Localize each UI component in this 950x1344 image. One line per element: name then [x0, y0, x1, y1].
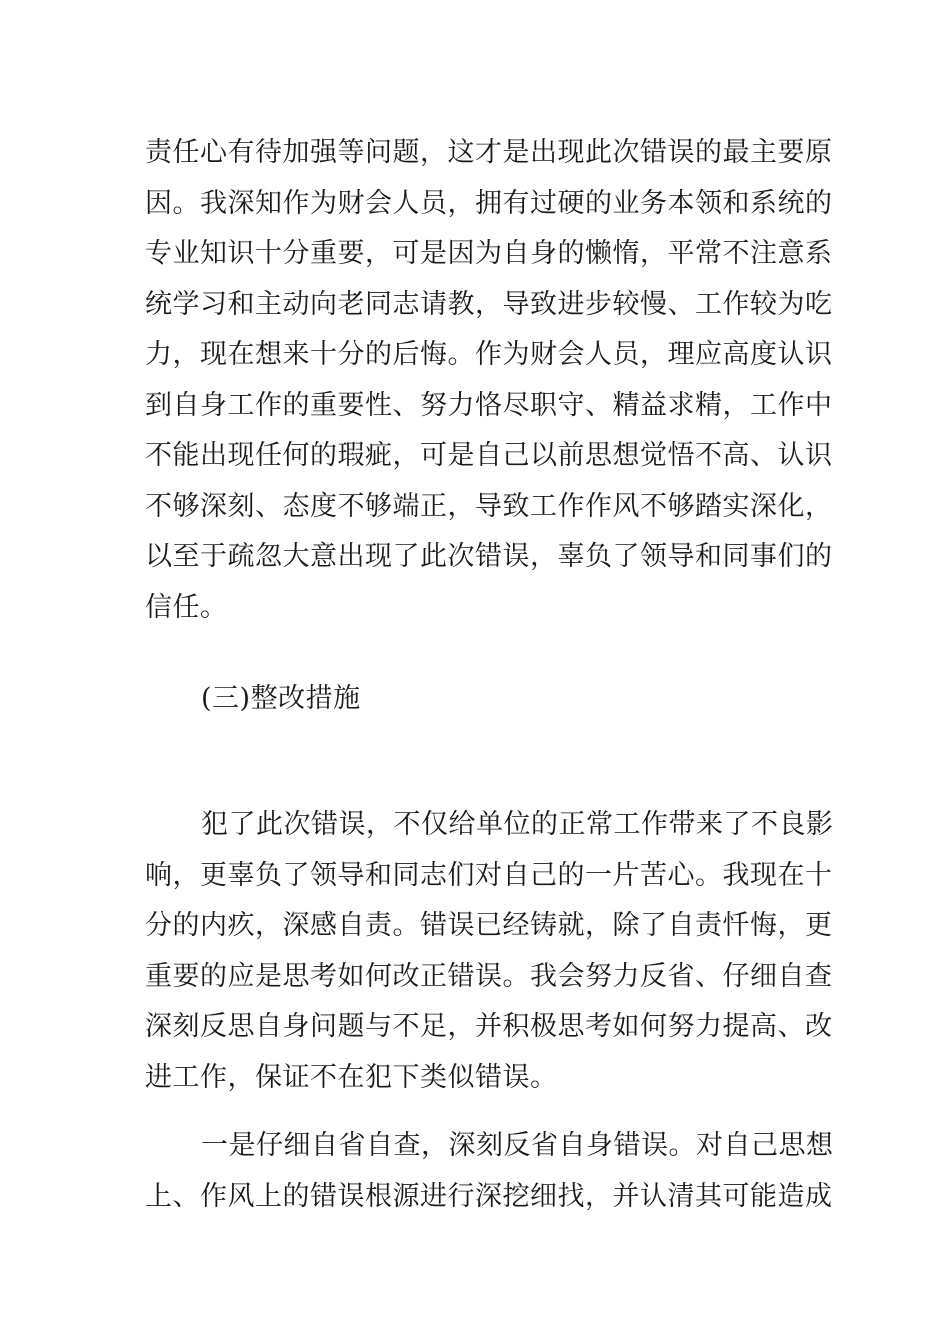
paragraph-line: 上、作风上的错误根源进行深挖细找，并认清其可能造成 — [145, 1180, 833, 1212]
paragraph-line: 重要的应是思考如何改正错误。我会努力反省、仔细自查 — [145, 960, 833, 992]
paragraph-line: 不能出现任何的瑕疵，可是自己以前思想觉悟不高、认识 — [145, 440, 833, 471]
paragraph-line: 深刻反思自身问题与不足，并积极思考如何努力提高、改 — [145, 1011, 833, 1042]
paragraph-line: 责任心有待加强等问题，这才是出现此次错误的最主要原 — [145, 137, 833, 168]
paragraph-line: 因。我深知作为财会人员，拥有过硬的业务本领和系统的 — [145, 187, 833, 219]
paragraph-line: 响，更辜负了领导和同志们对自己的一片苦心。我现在十 — [145, 859, 833, 891]
paragraph-line: 以至于疏忽大意出现了此次错误，辜负了领导和同事们的 — [145, 541, 833, 572]
paragraph-line: 分的内疚，深感自责。错误已经铸就，除了自责忏悔，更 — [145, 910, 833, 941]
paragraph-line: 到自身工作的重要性、努力恪尽职守、精益求精，工作中 — [145, 389, 833, 421]
section-heading-text: (三)整改措施 — [201, 683, 361, 714]
section-heading — [145, 674, 810, 725]
body-paragraph — [145, 800, 834, 1103]
body-paragraph — [145, 1121, 834, 1222]
paragraph-line: 信任。 — [145, 591, 228, 623]
paragraph-line: 进工作，保证不在犯下类似错误。 — [145, 1061, 558, 1093]
paragraph-line: 不够深刻、态度不够端正，导致工作作风不够踏实深化， — [145, 490, 833, 522]
paragraph-line: 一是仔细自省自查，深刻反省自身错误。对自己思想 — [201, 1130, 834, 1161]
paragraph-line: 专业知识十分重要，可是因为自身的懒惰，平常不注意系 — [145, 238, 833, 269]
paragraph-line: 力，现在想来十分的后悔。作为财会人员，理应高度认识 — [145, 339, 833, 370]
paragraph-line: 犯了此次错误，不仅给单位的正常工作带来了不良影 — [201, 809, 834, 840]
paragraph-line: 统学习和主动向老同志请教，导致进步较慢、工作较为吃 — [145, 288, 833, 320]
body-paragraph — [145, 128, 833, 633]
